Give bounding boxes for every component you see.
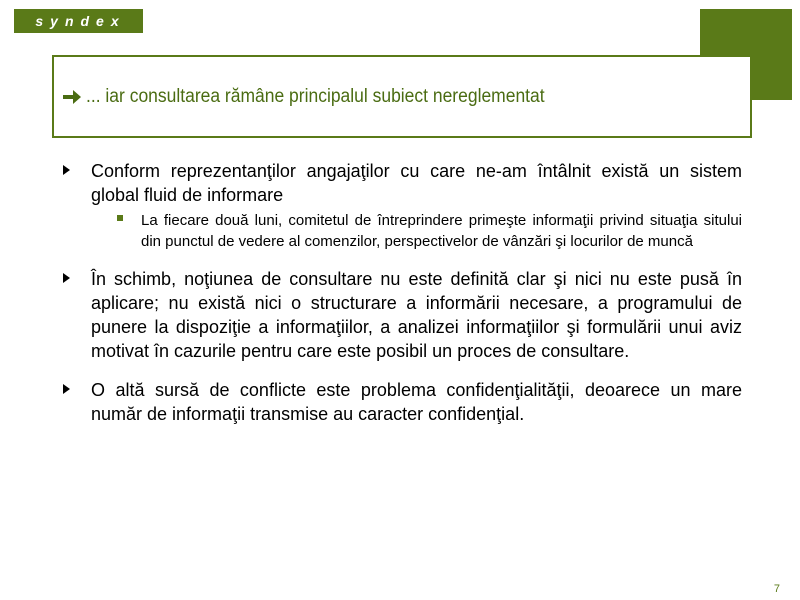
bullet-text-3: O altă sursă de conflicte este problema confidenţialităţii, deoarece un mare număr de informaţii transmise au caracter confidenţial. (91, 380, 742, 424)
sub-bullet-text-1: La fiecare două luni, comitetul de întreprindere primeşte informaţii privind situaţia sitului din punctul de vedere al comenzilor, perspectivelor de vânzări şi locurilor de muncă (141, 212, 742, 250)
bullet-text-1: Conform reprezentanţilor angajaţilor cu care ne-am întâlnit există un sistem global fluid de informare (91, 161, 742, 205)
bullet-item-2 (62, 267, 742, 363)
bullet-list (62, 159, 742, 426)
triangle-bullet-icon (63, 273, 70, 283)
title-row (62, 86, 585, 108)
bullet-item-1 (62, 159, 742, 207)
bullet-item-3 (62, 378, 742, 426)
syndex-logo: syndex (14, 9, 143, 33)
title-box (52, 55, 752, 138)
triangle-bullet-icon (63, 165, 70, 175)
bullet-text-2: În schimb, noţiunea de consultare nu este definită clar şi nici nu este pusă în aplicare; nu există nici o structurare a informării necesare, a programului de punere la dispoziţie a informaţiilor, a analizei informaţiilor şi formulării unui aviz motivat în cazurile pentru care este posibil un proces de consultare. (91, 269, 742, 361)
arrow-right-icon (62, 89, 82, 105)
triangle-bullet-icon (63, 384, 70, 394)
square-bullet-icon (117, 215, 123, 221)
page-number: 7 (773, 583, 780, 595)
sub-bullet-item-1 (112, 210, 742, 252)
page-title: ... iar consultarea rămâne principalul subiect nereglementat (86, 86, 545, 107)
